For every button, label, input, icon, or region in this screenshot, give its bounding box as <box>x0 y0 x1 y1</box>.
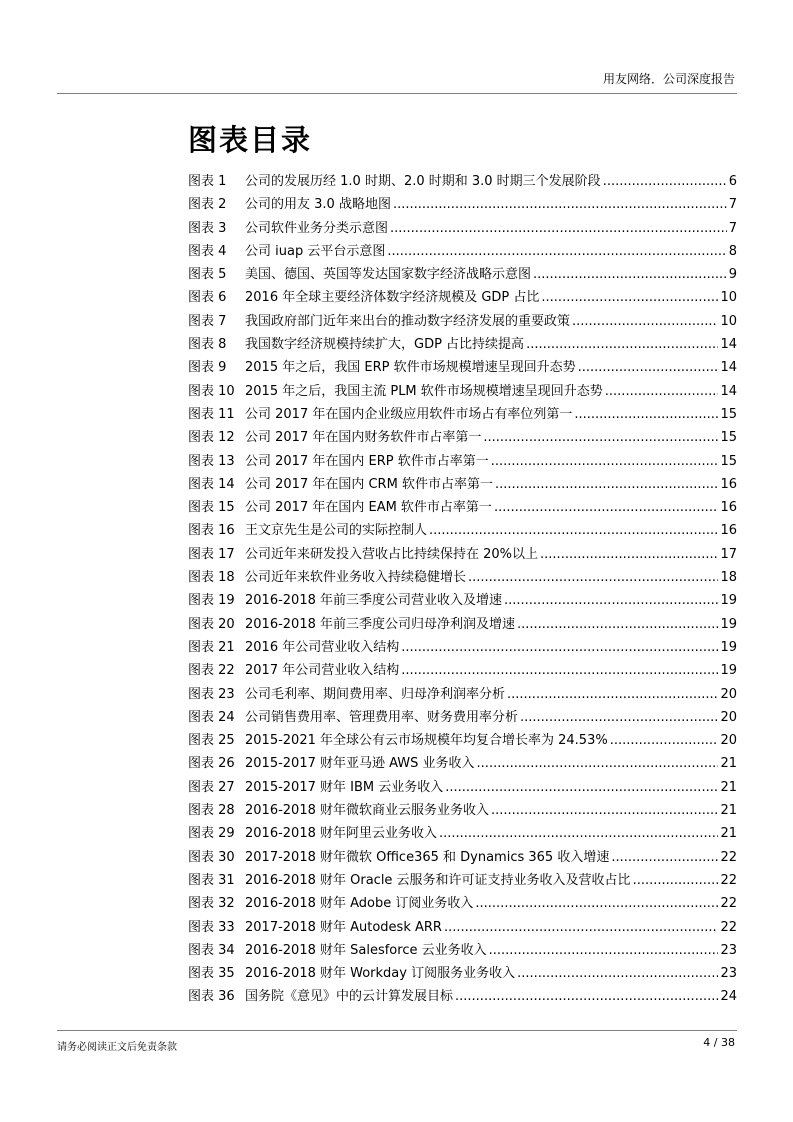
toc-entry[interactable] <box>188 380 737 403</box>
toc-entry-label: 图表 7 <box>188 313 227 329</box>
toc-entry[interactable] <box>188 403 737 426</box>
report-header: 用友网络．公司深度报告 <box>602 72 735 86</box>
toc-entry[interactable] <box>188 776 737 799</box>
toc-entry[interactable] <box>188 356 737 379</box>
toc-entry-label: 图表 20 <box>188 616 235 632</box>
toc-entry-page: 22 <box>720 872 737 888</box>
toc-entry-label: 图表 23 <box>188 686 235 702</box>
toc-entry[interactable] <box>188 333 737 356</box>
toc-entry-page: 19 <box>720 663 737 679</box>
toc-entry-page: 24 <box>720 989 737 1005</box>
toc-dot-leader <box>489 943 719 958</box>
toc-dot-leader <box>491 803 718 818</box>
toc-entry-title: 2015 年之后，我国主流 PLM 软件市场规模增速呈现回升态势 <box>245 383 603 399</box>
toc-entry[interactable] <box>188 729 737 752</box>
toc-entry-title: 国务院《意见》中的云计算发展目标 <box>245 989 454 1005</box>
toc-entry[interactable] <box>188 683 737 706</box>
toc-entry-label: 图表 33 <box>188 919 235 935</box>
toc-entry-page: 21 <box>720 803 737 819</box>
toc-entry[interactable] <box>188 426 737 449</box>
toc-entry-page: 23 <box>720 966 737 982</box>
toc-entry-label: 图表 35 <box>188 966 235 982</box>
toc-dot-leader <box>475 896 718 911</box>
toc-dot-leader <box>517 966 718 981</box>
toc-dot-leader <box>603 174 727 189</box>
toc-entry-label: 图表 31 <box>188 872 235 888</box>
toc-entry-label: 图表 17 <box>188 546 235 562</box>
toc-dot-leader <box>401 663 718 678</box>
toc-entry-page: 16 <box>720 476 737 492</box>
toc-entry-page: 7 <box>728 197 737 213</box>
toc-entry-label: 图表 19 <box>188 593 235 609</box>
toc-entry-page: 10 <box>720 313 737 329</box>
toc-entry-label: 图表 5 <box>188 267 227 283</box>
toc-dot-leader <box>574 407 718 422</box>
toc-entry[interactable] <box>188 589 737 612</box>
toc-entry-title: 2015-2017 财年亚马逊 AWS 业务收入 <box>245 756 475 772</box>
toc-dot-leader <box>605 384 719 399</box>
toc-entry-title: 公司 2017 年在国内财务软件市占率第一 <box>245 430 482 446</box>
toc-entry[interactable] <box>188 659 737 682</box>
toc-entry-page: 19 <box>720 616 737 632</box>
toc-entry-page: 22 <box>720 919 737 935</box>
toc-entry-title: 2016-2018 财年 Workday 订阅服务业务收入 <box>245 966 516 982</box>
toc-entry-label: 图表 16 <box>188 523 235 539</box>
toc-entry[interactable] <box>188 985 737 1008</box>
toc-entry-title: 公司销售费用率、管理费用率、财务费用率分析 <box>245 709 519 725</box>
toc-entry-title: 2017-2018 财年 Autodesk ARR <box>245 919 442 935</box>
toc-entry[interactable] <box>188 217 737 240</box>
page-title: 图表目录 <box>188 123 313 157</box>
toc-entry[interactable] <box>188 752 737 775</box>
toc-dot-leader <box>540 547 718 562</box>
toc-entry-label: 图表 26 <box>188 756 235 772</box>
toc-entry-page: 18 <box>720 570 737 586</box>
toc-entry-page: 17 <box>720 546 737 562</box>
toc-entry[interactable] <box>188 519 737 542</box>
toc-entry[interactable] <box>188 170 737 193</box>
toc-dot-leader <box>533 267 727 282</box>
toc-dot-leader <box>444 920 719 935</box>
toc-entry[interactable] <box>188 869 737 892</box>
toc-entry-title: 公司 2017 年在国内企业级应用软件市场占有率位列第一 <box>245 406 573 422</box>
toc-entry-title: 公司毛利率、期间费用率、归母净利润率分析 <box>245 686 506 702</box>
toc-entry[interactable] <box>188 822 737 845</box>
toc-entry-page: 16 <box>720 523 737 539</box>
toc-entry-page: 14 <box>720 383 737 399</box>
toc-entry-title: 我国数字经济规模持续扩大，GDP 占比持续提高 <box>245 337 525 353</box>
toc-dot-leader <box>610 733 719 748</box>
toc-entry-label: 图表 28 <box>188 803 235 819</box>
footer-disclaimer: 请务必阅读正文后免责条款 <box>57 1042 177 1053</box>
toc-entry-label: 图表 32 <box>188 896 235 912</box>
toc-entry-label: 图表 13 <box>188 453 235 469</box>
toc-entry-page: 23 <box>720 942 737 958</box>
toc-entry-page: 21 <box>720 826 737 842</box>
toc-entry-page: 7 <box>728 220 737 236</box>
toc-entry-label: 图表 11 <box>188 406 235 422</box>
toc-dot-leader <box>578 360 719 375</box>
toc-entry[interactable] <box>188 543 737 566</box>
toc-entry-page: 14 <box>720 360 737 376</box>
toc-dot-leader <box>611 850 718 865</box>
toc-entry-label: 图表 3 <box>188 220 227 236</box>
toc-entry-page: 19 <box>720 639 737 655</box>
toc-entry-label: 图表 24 <box>188 709 235 725</box>
toc-entry-label: 图表 2 <box>188 197 227 213</box>
toc-entry-title: 公司 2017 年在国内 CRM 软件市占率第一 <box>245 476 493 492</box>
toc-dot-leader <box>572 314 718 329</box>
toc-entry-page: 15 <box>720 430 737 446</box>
toc-entry[interactable] <box>188 240 737 263</box>
toc-entry-page: 21 <box>720 779 737 795</box>
toc-dot-leader <box>387 244 726 259</box>
toc-dot-leader <box>468 570 718 585</box>
toc-dot-leader <box>445 780 718 795</box>
toc-dot-leader <box>439 826 718 841</box>
toc-entry-label: 图表 15 <box>188 500 235 516</box>
toc-dot-leader <box>429 523 718 538</box>
toc-entry-label: 图表 22 <box>188 663 235 679</box>
toc-entry-page: 14 <box>720 337 737 353</box>
toc-dot-leader <box>541 290 718 305</box>
toc-dot-leader <box>483 430 718 445</box>
toc-dot-leader <box>526 337 718 352</box>
toc-entry-page: 20 <box>720 709 737 725</box>
toc-entry-label: 图表 10 <box>188 383 235 399</box>
toc-dot-leader <box>393 197 727 212</box>
toc-entry-page: 6 <box>728 174 737 189</box>
toc-entry[interactable] <box>188 613 737 636</box>
toc-entry-title: 2016-2018 财年阿里云业务收入 <box>245 826 437 842</box>
figure-table-of-contents <box>188 170 737 1009</box>
toc-dot-leader <box>491 454 719 469</box>
toc-entry-title: 2016-2018 财年微软商业云服务业务收入 <box>245 803 489 819</box>
toc-entry-page: 15 <box>720 406 737 422</box>
toc-entry-label: 图表 27 <box>188 779 235 795</box>
toc-dot-leader <box>495 477 719 492</box>
toc-entry-title: 2016-2018 年前三季度公司归母净利润及增速 <box>245 616 515 632</box>
toc-entry-title: 公司软件业务分类示意图 <box>245 220 389 236</box>
toc-entry[interactable] <box>188 450 737 473</box>
toc-entry-label: 图表 4 <box>188 243 227 259</box>
toc-entry-page: 10 <box>720 290 737 306</box>
toc-entry-page: 22 <box>720 849 737 865</box>
toc-entry-title: 公司 2017 年在国内 ERP 软件市占率第一 <box>245 453 489 469</box>
toc-entry-title: 2015-2017 财年 IBM 云业务收入 <box>245 779 444 795</box>
toc-entry[interactable] <box>188 916 737 939</box>
toc-dot-leader <box>517 617 718 632</box>
toc-entry-label: 图表 9 <box>188 360 227 376</box>
toc-entry-label: 图表 8 <box>188 337 227 353</box>
toc-entry-page: 20 <box>720 686 737 702</box>
toc-entry-title: 2016-2018 财年 Salesforce 云业务收入 <box>245 942 487 958</box>
page-number: 4 / 38 <box>703 1036 735 1049</box>
toc-entry-page: 19 <box>720 593 737 609</box>
toc-entry-label: 图表 29 <box>188 826 235 842</box>
toc-entry[interactable] <box>188 473 737 496</box>
toc-entry-page: 22 <box>720 896 737 912</box>
toc-dot-leader <box>633 873 719 888</box>
toc-entry[interactable] <box>188 310 737 333</box>
toc-entry-title: 公司的发展历经 1.0 时期、2.0 时期和 3.0 时期三个发展阶段 <box>245 174 601 189</box>
toc-entry-page: 16 <box>720 500 737 516</box>
toc-entry-label: 图表 6 <box>188 290 227 306</box>
toc-entry-title: 公司 2017 年在国内 EAM 软件市占率第一 <box>245 500 492 516</box>
toc-entry-label: 图表 21 <box>188 639 235 655</box>
toc-entry-title: 2017-2018 财年微软 Office365 和 Dynamics 365 收入增速 <box>245 849 610 865</box>
toc-entry-label: 图表 25 <box>188 733 235 749</box>
toc-entry-page: 8 <box>728 243 737 259</box>
toc-entry[interactable] <box>188 193 737 216</box>
toc-entry-page: 21 <box>720 756 737 772</box>
toc-entry-label: 图表 30 <box>188 849 235 865</box>
toc-dot-leader <box>520 710 718 725</box>
toc-entry-page: 9 <box>728 267 737 283</box>
toc-entry-label: 图表 36 <box>188 989 235 1005</box>
toc-entry[interactable] <box>188 846 737 869</box>
toc-entry-label: 图表 14 <box>188 476 235 492</box>
toc-entry-page: 20 <box>720 733 737 749</box>
toc-dot-leader <box>507 687 718 702</box>
toc-entry[interactable] <box>188 496 737 519</box>
toc-dot-leader <box>401 640 718 655</box>
toc-entry-title: 公司近年来研发投入营收占比持续保持在 20%以上 <box>245 546 539 562</box>
toc-entry[interactable] <box>188 566 737 589</box>
toc-entry-page: 15 <box>720 453 737 469</box>
toc-entry-title: 2015 年之后，我国 ERP 软件市场规模增速呈现回升态势 <box>245 360 576 376</box>
toc-entry-title: 2015-2021 年全球公有云市场规模年均复合增长率为 24.53% <box>245 733 608 749</box>
toc-entry-title: 2016 年公司营业收入结构 <box>245 639 400 655</box>
toc-entry-title: 2016-2018 财年 Adobe 订阅业务收入 <box>245 896 474 912</box>
toc-entry[interactable] <box>188 939 737 962</box>
toc-entry-title: 王文京先生是公司的实际控制人 <box>245 523 428 539</box>
toc-entry[interactable] <box>188 962 737 985</box>
footer-divider <box>57 1030 737 1031</box>
toc-dot-leader <box>477 756 719 771</box>
toc-entry-label: 图表 34 <box>188 942 235 958</box>
toc-entry-title: 2016-2018 年前三季度公司营业收入及增速 <box>245 593 502 609</box>
toc-dot-leader <box>504 593 718 608</box>
toc-entry-title: 2016-2018 财年 Oracle 云服务和许可证支持业务收入及营收占比 <box>245 872 631 888</box>
header-divider <box>57 93 737 94</box>
toc-dot-leader <box>390 221 727 236</box>
toc-entry-title: 我国政府部门近年来出台的推动数字经济发展的重要政策 <box>245 313 571 329</box>
toc-entry[interactable] <box>188 286 737 309</box>
toc-entry-title: 公司近年来软件业务收入持续稳健增长 <box>245 570 467 586</box>
toc-entry-label: 图表 1 <box>188 174 227 189</box>
toc-dot-leader <box>494 500 719 515</box>
toc-entry[interactable] <box>188 799 737 822</box>
toc-entry-title: 美国、德国、英国等发达国家数字经济战略示意图 <box>245 267 532 283</box>
toc-entry[interactable] <box>188 706 737 729</box>
toc-entry-title: 公司 iuap 云平台示意图 <box>245 243 386 259</box>
toc-entry-label: 图表 18 <box>188 570 235 586</box>
toc-entry-title: 公司的用友 3.0 战略地图 <box>245 197 391 213</box>
toc-entry[interactable] <box>188 636 737 659</box>
toc-entry-title: 2017 年公司营业收入结构 <box>245 663 400 679</box>
toc-entry[interactable] <box>188 263 737 286</box>
toc-entry[interactable] <box>188 892 737 915</box>
toc-entry-label: 图表 12 <box>188 430 235 446</box>
toc-entry-title: 2016 年全球主要经济体数字经济规模及 GDP 占比 <box>245 290 540 306</box>
toc-dot-leader <box>455 989 718 1004</box>
